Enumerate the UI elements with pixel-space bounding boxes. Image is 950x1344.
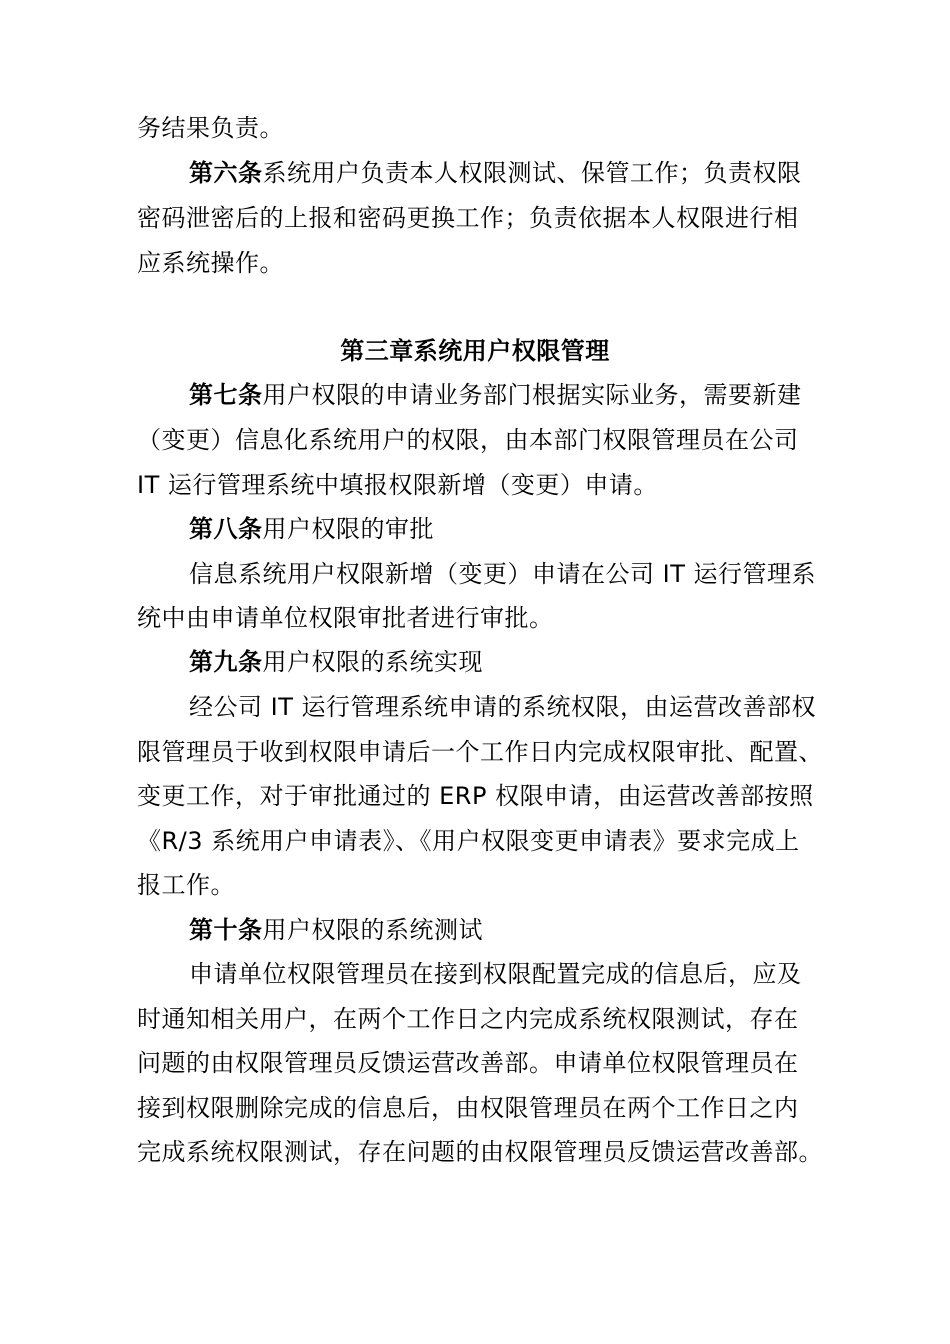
paragraph-line: IT 运行管理系统中填报权限新增（变更）申请。 [137, 471, 658, 499]
paragraph-line: 经公司 IT 运行管理系统申请的系统权限，由运营改善部权 [189, 693, 816, 721]
paragraph-line: 应系统操作。 [137, 249, 284, 277]
article-label: 第六条 [189, 159, 263, 187]
article-10-line: 第十条用户权限的系统测试 [189, 916, 483, 944]
paragraph-line: （变更）信息化系统用户的权限，由本部门权限管理员在公司 [137, 426, 799, 454]
paragraph-line: 完成系统权限测试，存在问题的由权限管理员反馈运营改善部。 [137, 1138, 823, 1166]
paragraph-line: 申请单位权限管理员在接到权限配置完成的信息后，应及 [189, 960, 802, 988]
paragraph-line: 务结果负责。 [137, 114, 284, 142]
paragraph-line: 接到权限删除完成的信息后，由权限管理员在两个工作日之内 [137, 1094, 799, 1122]
paragraph-line: 密码泄密后的上报和密码更换工作；负责依据本人权限进行相 [137, 204, 799, 232]
article-label: 第九条 [189, 648, 263, 676]
article-7-line: 第七条用户权限的申请业务部门根据实际业务，需要新建 [189, 381, 802, 409]
paragraph-line: 限管理员于收到权限申请后一个工作日内完成权限审批、配置、 [137, 738, 823, 766]
paragraph-line: 问题的由权限管理员反馈运营改善部。申请单位权限管理员在 [137, 1049, 799, 1077]
article-label: 第七条 [189, 381, 263, 409]
paragraph-line: 报工作。 [137, 871, 235, 899]
chapter-heading: 第三章系统用户权限管理 [340, 337, 610, 365]
paragraph-line: 变更工作，对于审批通过的 ERP 权限申请，由运营改善部按照 [137, 782, 814, 810]
article-8-line: 第八条用户权限的审批 [189, 515, 434, 543]
paragraph-line: 《R/3 系统用户申请表》、《用户权限变更申请表》要求完成上 [137, 827, 800, 855]
paragraph-line: 信息系统用户权限新增（变更）申请在公司 IT 运行管理系 [189, 560, 816, 588]
article-6-line: 第六条系统用户负责本人权限测试、保管工作；负责权限 [189, 159, 802, 187]
paragraph-line: 时通知相关用户，在两个工作日之内完成系统权限测试，存在 [137, 1005, 799, 1033]
article-label: 第八条 [189, 515, 263, 543]
article-label: 第十条 [189, 916, 263, 944]
article-9-line: 第九条用户权限的系统实现 [189, 648, 483, 676]
paragraph-line: 统中由申请单位权限审批者进行审批。 [137, 604, 554, 632]
